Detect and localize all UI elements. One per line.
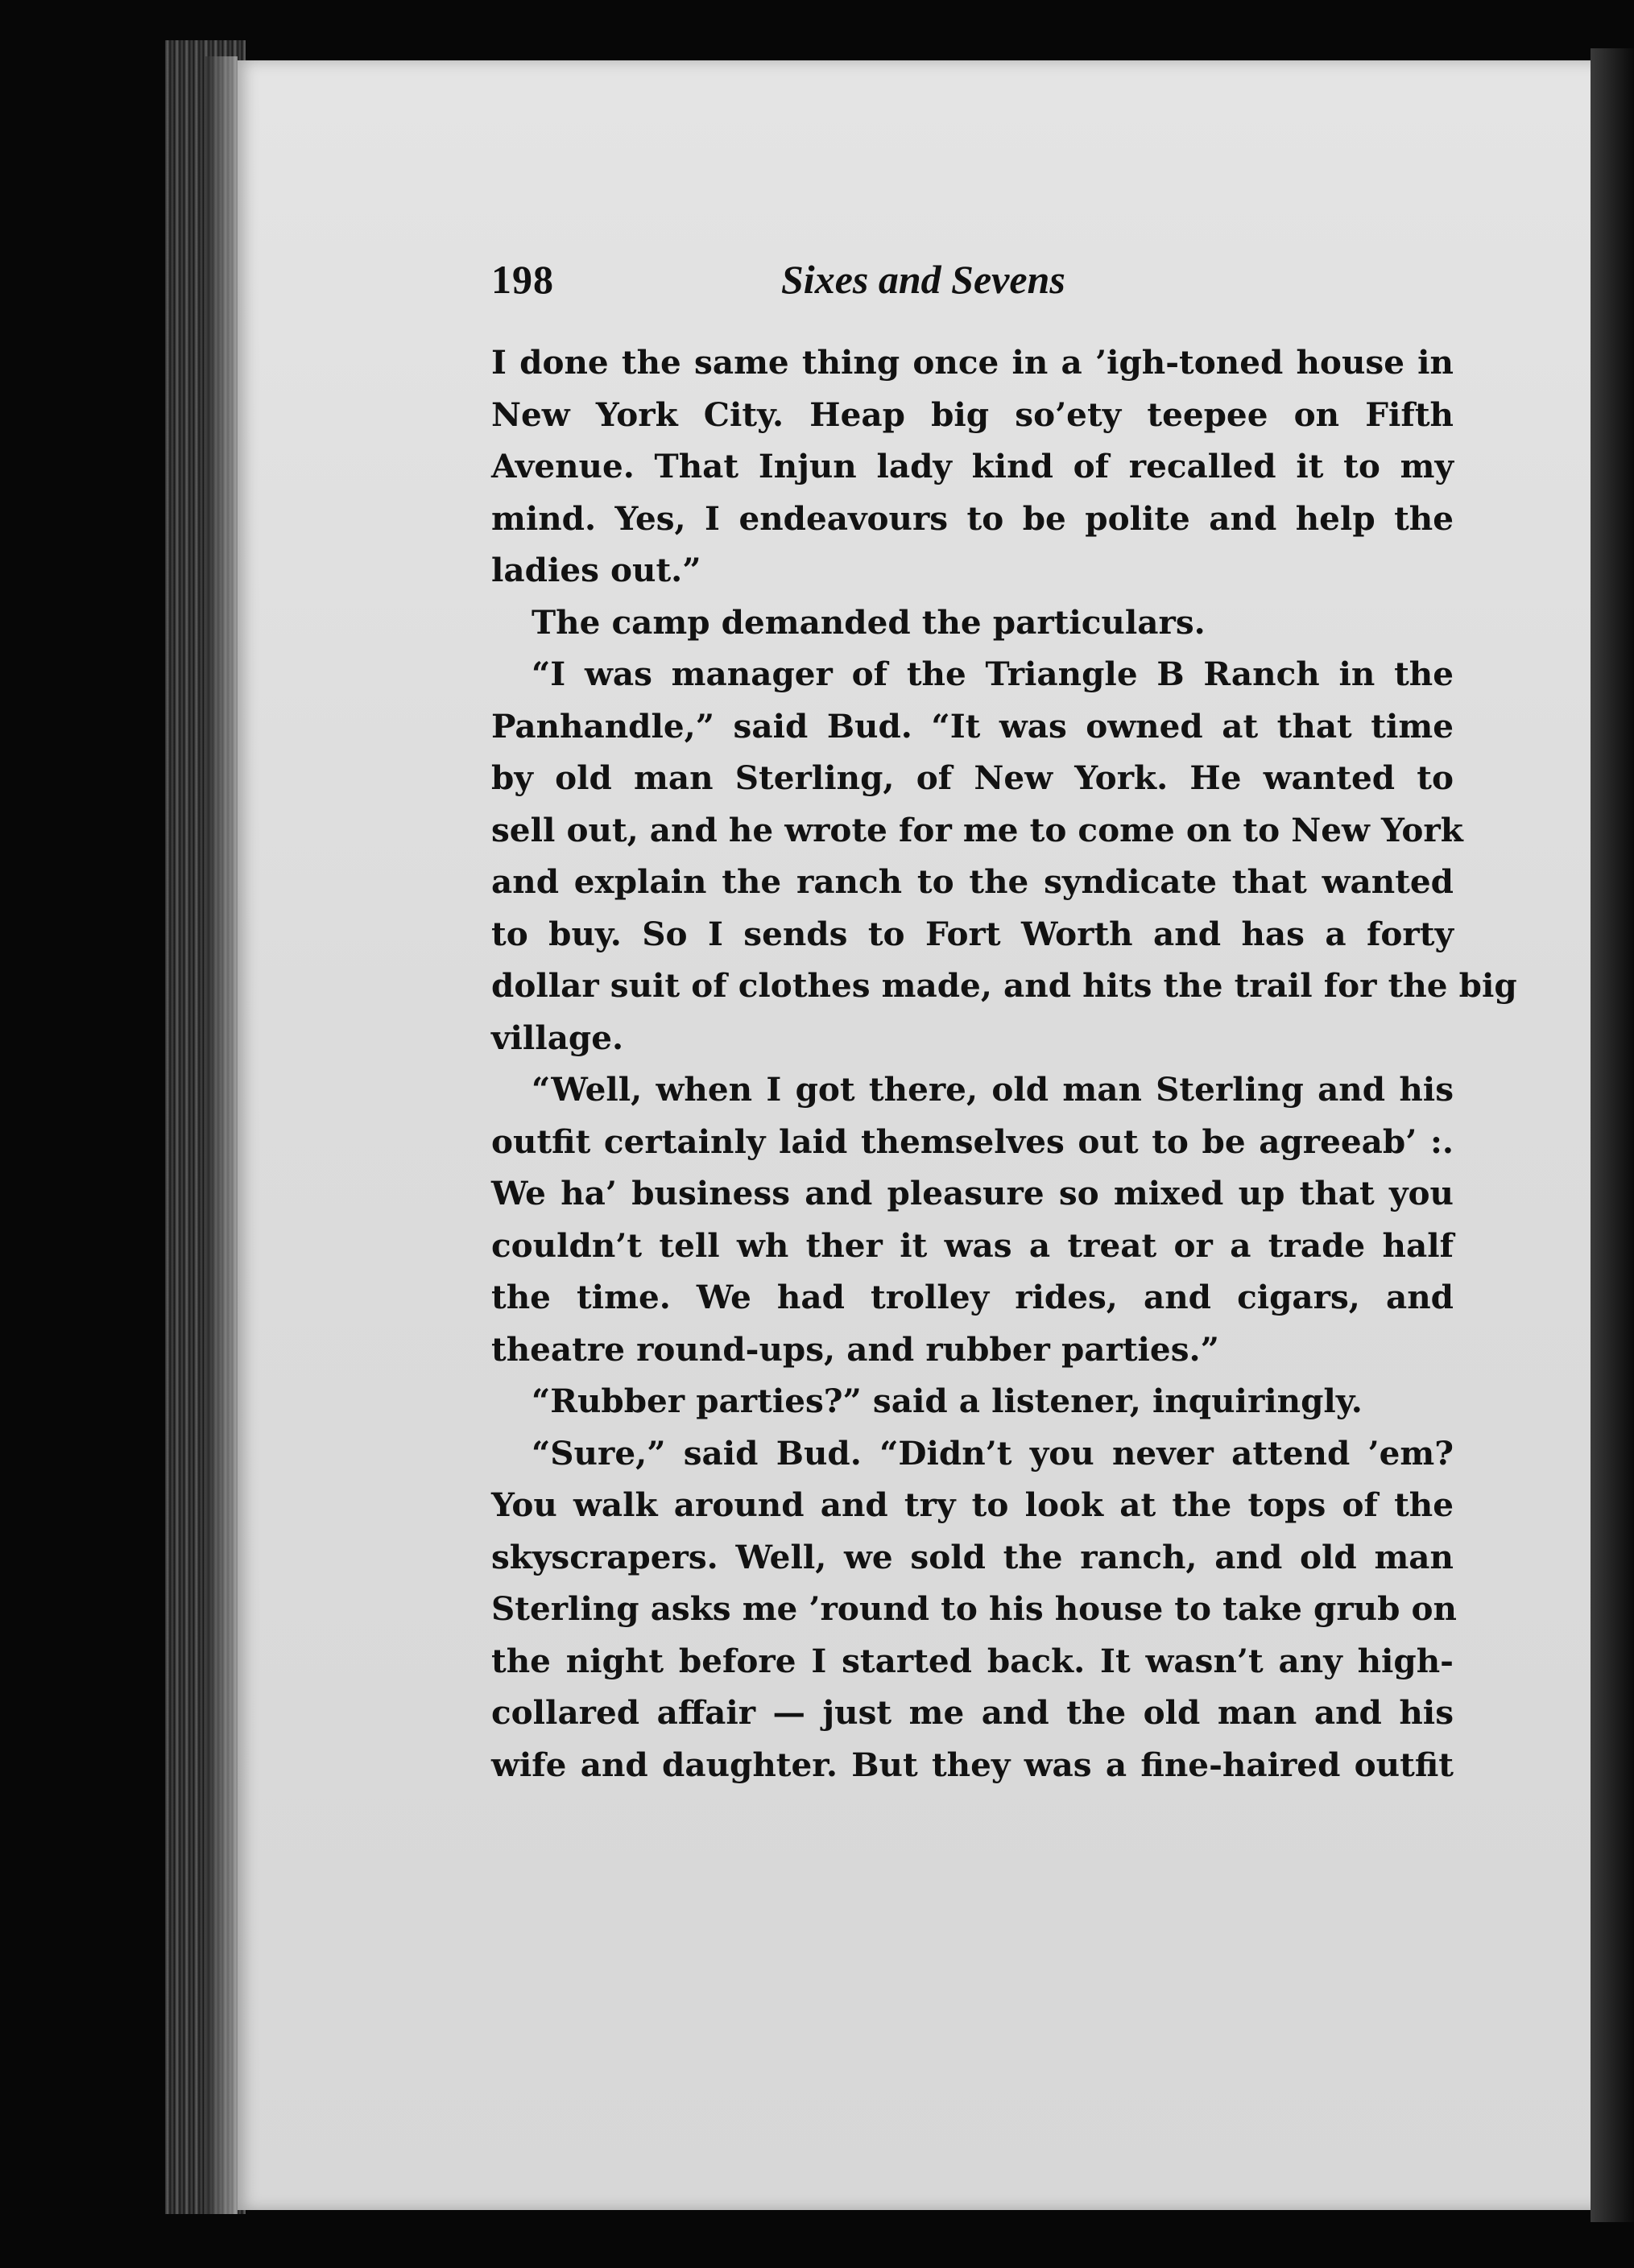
text-line: New York City. Heap big so’ety teepee on Fifth — [491, 395, 1454, 434]
text-line: The camp demanded the particulars. — [532, 602, 1206, 642]
text-line: I done the same thing once in a ’igh-toned house in — [491, 343, 1454, 382]
text-line: couldn’t tell wh ther it was a treat or a trade half — [491, 1225, 1454, 1265]
text-line: “Sure,” said Bud. “Didn’t you never attend ’em? — [532, 1433, 1454, 1473]
text-line: ladies out.” — [491, 551, 701, 589]
text-line: skyscrapers. Well, we sold the ranch, and old man — [491, 1537, 1454, 1576]
page-number: 198 — [491, 257, 554, 302]
right-scan-border — [1591, 48, 1634, 2222]
text-line: and explain the ranch to the syndicate that wanted — [491, 862, 1454, 901]
text-line: sell out, and he wrote for me to come on to New York — [491, 810, 1463, 849]
text-line: the time. We had trolley rides, and cigars, and — [491, 1278, 1454, 1316]
text-line: outfit certainly laid themselves out to be agreeab’ :. — [491, 1122, 1454, 1161]
text-line: We ha’ business and pleasure so mixed up that you — [491, 1174, 1454, 1212]
book-title: Sixes and Sevens — [781, 257, 1065, 302]
text-line: collared affair — just me and the old man and his — [491, 1693, 1454, 1732]
text-line: “Rubber parties?” said a listener, inquiringly. — [532, 1382, 1363, 1420]
text-line: You walk around and try to look at the tops of the — [491, 1485, 1454, 1524]
text-line: mind. Yes, I endeavours to be polite and help the — [491, 498, 1454, 538]
text-line: Avenue. That Injun lady kind of recalled it to my — [491, 447, 1454, 485]
page-edge-shadow — [205, 56, 238, 2214]
text-line: the night before I started back. It wasn’t any high- — [491, 1641, 1454, 1680]
text-line: by old man Sterling, of New York. He wanted to — [491, 758, 1454, 797]
text-line: Panhandle,” said Bud. “It was owned at that time — [491, 706, 1454, 746]
running-head — [491, 256, 1458, 312]
text-line: to buy. So I sends to Fort Worth and has a forty — [491, 914, 1454, 953]
text-line: “Well, when I got there, old man Sterling and his — [532, 1070, 1454, 1109]
text-line: village. — [491, 1018, 624, 1057]
text-line: theatre round-ups, and rubber parties.” — [491, 1329, 1219, 1369]
text-line: “I was manager of the Triangle B Ranch in the — [532, 655, 1454, 693]
body-text — [491, 337, 1517, 1791]
text-line: wife and daughter. But they was a fine-haired outfit — [491, 1745, 1454, 1784]
text-line: dollar suit of clothes made, and hits the trail for the big — [491, 966, 1517, 1005]
text-line: Sterling asks me ’round to his house to take grub on — [491, 1589, 1457, 1628]
